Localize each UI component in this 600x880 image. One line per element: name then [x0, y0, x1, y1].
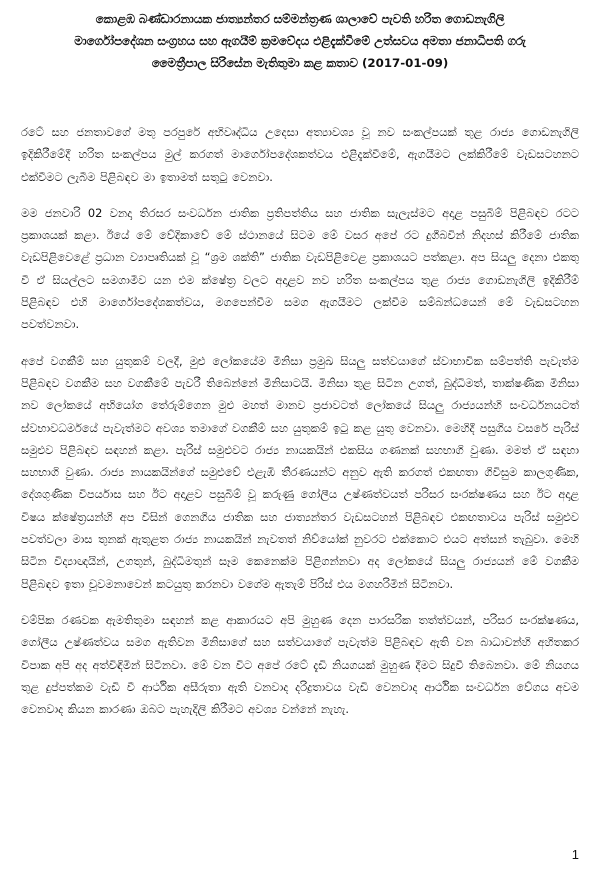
title-line-1: කොළඹ බණ්ඩාරනායක ජාත්‍යන්තර සම්මන්ත්‍රණ ශාලාවේ පැවති හරිත ගොඩනැගිලි	[95, 12, 505, 26]
page-number: 1	[571, 847, 579, 862]
title-line-2: මාර්ගෝපදේශන සංග්‍රහය සහ ඇගයීම් ක්‍රමවේදය එළිදැක්වීමේ උත්සවය අමතා ජනාධිපති ගරු	[74, 34, 526, 48]
paragraph-1: රටේ සහ ජනතාවගේ මතු පරපුරේ අභිවෘද්ධිය උදෙසා අත්‍යාවශ්‍ය වූ නව සංකල්පයක් තුළ රාජ්‍ය ගොඩනැගිලි ඉදිකිරීමේදී හරිත සංකල්පය මුල් කරගත් මාර්ගෝපදේශකත්වය එළිදැක්වීමේ, ඇගයීමට ලක්කිරීමේ වැඩසටහනට එක්වීමට ලැබීම පිළිබඳව මා ඉතාමත් සතුටු වෙනවා.	[21, 125, 579, 184]
paragraph-3: අපේ වගකීම් සහ යුතුකම් වලදී, මුළු ලෝකයේම මිනිසා ප්‍රමුඛ සියලු සත්වයාගේ ස්වාභාවික සම්පත්ති පැවැත්ම පිළිබඳව වගකීම සහ වගකීමේ පැවරී තිබෙන්නේ මිනිසාටයි. මිනිසා තුළ සිටින උගත්, බුද්ධිමත්, තාක්ෂණික මිනිසා නව ලෝකයේ අභියෝග තේරුම්ගෙන මුළු මහත් මානව ප්‍රජාවටත් ලෝකයේ සියලු රාජ්‍යයන්හි සංවර්ධනයටත් ස්වභාවධර්මයේ පැවැත්මට අවශ්‍ය තමාගේ වගකීම් සහ යුතුකම් ඉටු කළ යුතු වෙනවා. මෙහිදී පසුගිය වසරේ පැරිස් සමුළුව පිළිබඳව සඳහන් කළා. පැරිස් සමුළුවට රාජ්‍ය නායකයින් එකසිය ගණනක් සහභාගි වුණා. මමත් ඒ සඳහා සහභාගි වුණා. රාජ්‍ය නායකයින්ගේ සමුළුවේ එළැඹි තීරණයන්ට අනුව ඇති කරගත් එකඟතා ගිවිසුම කාලගුණික, දේශගුණික විපර්යාස සහ ඊට අදාළව පසුබිම් වූ කරුණු ගෝලීය උෂ්ණත්වයත් පරිසර සංරක්ෂණය සහ ඊට අදාළ විෂය ක්ෂේත්‍රයන්හි අප විසින් ගෙනගිය ජාතික සහ ජාත්‍යන්තර වැඩසටහන් පිළිබඳව එකඟතාවය පැරිස් සමුළුව පවත්වලා මාස තුනක් ඇතුළත රාජ්‍ය නායකයින් නැවතත් නිව්යෝක් නුවරට එක්කොට එයට අත්සන් තැබුවා. මෙහි සිටින විද්‍යාඥයින්, උගතුන්, බුද්ධිමතුන් සෑම කෙනෙක්ම පිළිගන්නවා අද ලෝකයේ සියලු රාජ්‍යයන් මේ වගකීම පිළිබඳව ඉතා චූවමනාවෙන් කටයුතු කරනවා වගේම ඇතැම් පිරිස් එය මගහරිමින් සිටිනවා.	[21, 353, 579, 591]
paragraph-2: මම ජනවාරි 02 වනදා තිරසර සංවර්ධන ජාතික ප්‍රතිපත්තිය සහ ජාතික සැලැස්මට අදාළ පසුබිම් පිළිබඳව රටට ප්‍රකාශයක් කළා. ඊයේ මේ වේදිකාවේ මේ ස්ථානයේ සිටම මේ වසර අපේ රට දුගීබවින් නිදහස් කිරීමේ ජාතික වැඩපිළිවෙළේ ප්‍රධාන ව්‍යාපෘතියක් වූ “ශ්‍රම ශක්ති” ජාතික වැඩපිළිවෙළ ප්‍රකාශයට පත්කළා. අප සියලු දෙනා එකතු වී ඒ සියල්ලට සමගාමීව යන එම ක්ෂේත්‍ර වලට අදාළව නව හරිත සංකල්පය තුළ රාජ්‍ය ගොඩනැගිලි ඉදිකිරීම් පිළිබඳව එහි මාර්ගෝපදේශකත්වය, මගපෙන්වීම සමග ඇගයීමට ලක්වීම සම්බන්ධයෙන් මේ වැඩසටහන පවත්වනවා.	[21, 205, 579, 332]
paragraph-4: චම්පික රණවක ඇමතිතුමා සඳහන් කළ ආකාරයට අපි මුහුණ දෙන පාරසරික තත්ත්වයන්, පරිසර සංරක්ෂණය, ගෝලීය උෂ්ණත්වය සමග ඇතිවන මිනිසාගේ සහ සත්වයාගේ පැවැත්ම පිළිබඳව ඇති වන බාධාවන්හි අහිතකර විපාක අපි අද අත්විඳිමින් සිටිනවා. මේ වන විට අපේ රටේ දැඩි නියගයක් මුහුණ දීමට සිදුවී තිබෙනවා. මේ නියගය තුළ දුප්පත්කම වැඩි වී ආර්ථික අසීරුතා ඇති වනවාද දරිද්‍රතාවය වැඩි වෙනවාද ආර්ථික සංවර්ධන වේගය අවම වෙනවාද කියන කාරණා ඔබට පැහැදිලි කිරීමට අවශ්‍ය වන්නේ නැහැ.	[21, 612, 579, 717]
speech-title	[20, 8, 580, 74]
title-line-3: මෛත්‍රීපාල සිරිසේන මැතිතුමා කළ කතාව (2017-01-09)	[151, 56, 449, 70]
speech-body	[21, 121, 579, 734]
